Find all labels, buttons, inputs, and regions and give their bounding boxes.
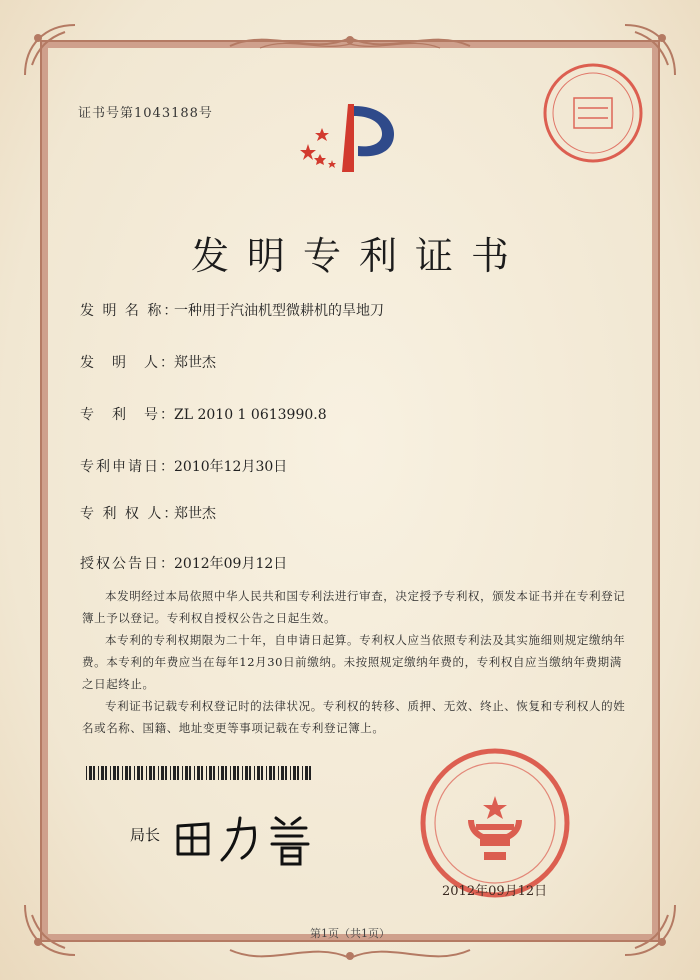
certificate-title: 发明专利证书 [190, 234, 527, 279]
field-value: 2012年09月12日 [174, 556, 288, 572]
body-paragraph: 专利证书记载专利权登记时的法律状况。专利权的转移、质押、无效、终止、恢复和专利权人的姓名或名称、国籍、地址变更等事项记载在专利登记簿上。 [82, 699, 626, 735]
field-value: 一种用于汽油机型微耕机的旱地刀 [174, 303, 384, 319]
field-application-date [80, 456, 287, 476]
field-grant-date [80, 553, 287, 573]
field-label: 发 明 人： [80, 355, 176, 371]
field-label: 专 利 权 人： [80, 506, 180, 522]
certificate-number: 证书号第1043188号 [78, 106, 213, 121]
sipo-emblem-icon [296, 98, 408, 178]
field-value: 郑世杰 [174, 355, 216, 371]
corner-ornament-top-left [20, 20, 80, 80]
director-signature [172, 808, 332, 868]
certificate-body [82, 585, 630, 739]
field-value: 2010年12月30日 [174, 459, 288, 475]
body-paragraph: 本发明经过本局依照中华人民共和国专利法进行审查，决定授予专利权，颁发本证书并在专利登记簿上予以登记。专利权自授权公告之日起生效。 [82, 589, 626, 625]
field-value: 郑世杰 [174, 506, 216, 522]
body-paragraph: 本专利的专利权期限为二十年，自申请日起算。专利权人应当依照专利法及其实施细则规定缴纳年费。本专利的年费应当在每年12月30日前缴纳。未按照规定缴纳年费的，专利权自应当缴纳年费期满之日起终止。 [82, 633, 626, 691]
official-seal-stamp [418, 746, 572, 900]
seal-date: 2012年09月12日 [442, 884, 548, 899]
page-footer: 第1页（共1页） [310, 927, 390, 940]
director-label: 局长 [130, 826, 161, 844]
bottom-flourish [220, 936, 480, 970]
field-patentee [80, 503, 216, 523]
printing-seal-stamp [538, 58, 648, 168]
field-inventor [80, 352, 216, 372]
field-label: 发 明 名 称： [80, 303, 180, 319]
field-label: 专 利 号： [80, 407, 176, 423]
field-invention-name [80, 300, 384, 320]
field-value: ZL 2010 1 0613990.8 [174, 407, 327, 423]
field-label: 专利申请日： [80, 459, 176, 475]
top-flourish [220, 26, 480, 60]
field-patent-number [80, 404, 327, 424]
field-label: 授权公告日： [80, 556, 176, 572]
barcode [86, 766, 316, 780]
